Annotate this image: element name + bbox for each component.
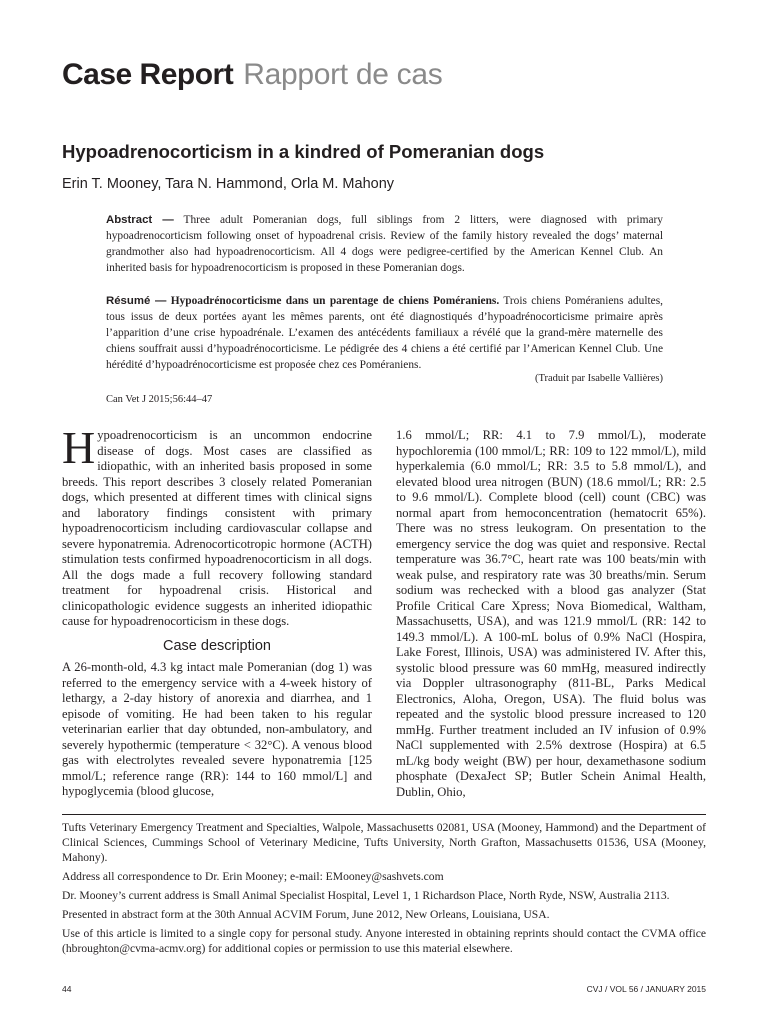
affiliation-note: Tufts Veterinary Emergency Treatment and Specialties, Walpole, Massachusetts 02081, USA (Mooney, Hammond) and the Department of Clinical Sciences, Cummings School of Veterinary Medicine, Tufts University, North Grafton, Massachusetts 01536, USA (Mooney, Mahony).	[62, 821, 706, 864]
section-header	[62, 58, 442, 92]
body-column-right	[396, 428, 706, 800]
case-paragraph: A 26-month-old, 4.3 kg intact male Pomeranian (dog 1) was referred to the emergency service with a 4-week history of lethargy, a 2-day history of anorexia and diarrhea, and 1 episode of vomiting. He had been taken to his regular veterinarian earlier that day obtunded, non-ambulatory, and severely hypothermic (temperature < 32°C). A venous blood gas with electrolytes revealed severe hyponatremia [125 mmol/L; reference range (RR): 144 to 160 mmol/L] and hypoglycemia (blood glucose,	[62, 660, 372, 798]
presented-note: Presented in abstract form at the 30th Annual ACVIM Forum, June 2012, New Orleans, Louisiana, USA.	[62, 908, 550, 921]
article-title: Hypoadrenocorticism in a kindred of Pomeranian dogs	[62, 141, 545, 162]
article-authors: Erin T. Mooney, Tara N. Hammond, Orla M. Mahony	[62, 176, 395, 192]
resume-label: Résumé —	[106, 295, 167, 307]
abstract-text: Three adult Pomeranian dogs, full siblings from 2 litters, were diagnosed with primary hypoadrenocorticism following onset of hypoadrenal crisis. Review of the family history revealed the dogs’ maternal grandmother also had hypoadrenocorticism. All 4 dogs were pedigree-certified by the American Kennel Club. An inherited basis for hypoadrenocorticism is proposed in these Pomeranian dogs.	[106, 214, 663, 274]
abstract-label: Abstract —	[106, 214, 174, 226]
page-number: 44	[62, 984, 72, 994]
resume-title: Hypoadrénocorticisme dans un parentage de chiens Poméraniens.	[170, 295, 500, 307]
abstract-english	[106, 212, 663, 276]
copyright-note: Use of this article is limited to a single copy for personal study. Anyone interested in obtaining reprints should contact the CVMA office (hbroughton@cvma-acmv.org) for additional copies or permission to use this material elsewhere.	[62, 927, 706, 955]
case-paragraph-continued: 1.6 mmol/L; RR: 4.1 to 7.9 mmol/L), moderate hypochloremia (100 mmol/L; RR: 109 to 122 mmol/L), mild hyperkalemia (6.0 mmol/L; RR: 3.5 to 5.8 mmol/L), and elevated blood urea nitrogen (BUN) (18.6 mmol/L; RR: 2.5 to 9.6 mmol/L). Complete blood (cell) count (CBC) was normal apart from hemoconcentration (hematocrit 65%). There was no stress leukogram. On presentation to the emergency service the dog was quiet and responsive. Rectal temperature was 36.7°C, heart rate was 100 beats/min with weak pulse, and respiratory rate was 30 breaths/min. Serum sodium was rechecked with a blood gas analyzer (Stat Profile Critical Care Xpress; Nova Biomedical, Waltham, Massachusetts, USA), and was 121.9 mmol/L (RR: 142 to 149.3 mmol/L). A 100-mL bolus of 0.9% NaCl (Hospira, Lake Forest, Illinois, USA) was administered IV. After this, systolic blood pressure was 60 mmHg, measured indirectly via Doppler ultrasonography (811-BL, Parks Medical Electronics, Aloha, Oregon, USA). The fluid bolus was repeated and the systolic blood pressure increased to 120 mmHg. Further treatment included an IV infusion of 0.9% NaCl supplemented with 2.5% dextrose (Hospira) at 6.5 mL/kg body weight (BW) per hour, dexamethasone sodium phosphate (DexaJect SP; Butler Schein Animal Health, Dublin, Ohio,	[396, 428, 706, 799]
journal-issue: CVJ / VOL 56 / JANUARY 2015	[586, 984, 706, 994]
abstract-french	[106, 293, 663, 373]
current-address-note: Dr. Mooney’s current address is Small Animal Specialist Hospital, Level 1, 1 Richardson Place, North Ryde, NSW, Australia 2113.	[62, 889, 670, 902]
correspondence-note: Address all correspondence to Dr. Erin Mooney; e-mail: EMooney@sashvets.com	[62, 870, 444, 883]
intro-paragraph	[62, 422, 372, 630]
section-label-en: Case Report	[62, 58, 234, 91]
footnote-divider	[62, 814, 706, 815]
intro-text: ypoadrenocorticism is an uncommon endocrine disease of dogs. Most cases are classified as idiopathic, with an inherited basis proposed in some breeds. This report describes 3 closely related Pomeranian dogs, which presented at different times with clinical signs and laboratory findings consistent with primary hypoadrenocorticism including cardiovascular collapse and severe hyponatremia. Adrenocorticotropic hormone (ACTH) stimulation tests confirmed hypoadrenocorticism in all dogs. All the dogs made a full recovery following standard treatment for hypoadrenal crisis. Historical and clinicopathologic evidence suggests an inherited idiopathic cause for hypoadrenocorticism in these dogs.	[62, 428, 372, 628]
section-label-fr: Rapport de cas	[243, 58, 443, 91]
footnotes	[62, 820, 706, 960]
body-column-left	[62, 422, 372, 800]
drop-cap: H	[62, 422, 96, 473]
resume-text: Trois chiens Poméraniens adultes, tous issus de deux portées ayant les mêmes parents, ont été diagnostiqués d’hypoadrénocorticisme primaire après l’apparition d’une crise hypoadrénale. L’examen des antécédents familiaux a révélé que la grand-mère maternelle des chiens souffrait aussi d’hypoadrénocorticisme. Le pédigrée des 4 chiens a été certifié par l’American Kennel Club. Une hérédité d’hypoadrénocorticisme est proposée chez ces Poméraniens.	[106, 295, 663, 371]
case-description-heading: Case description	[163, 637, 271, 654]
citation: Can Vet J 2015;56:44–47	[106, 394, 213, 405]
translator-credit: (Traduit par Isabelle Vallières)	[534, 373, 663, 384]
